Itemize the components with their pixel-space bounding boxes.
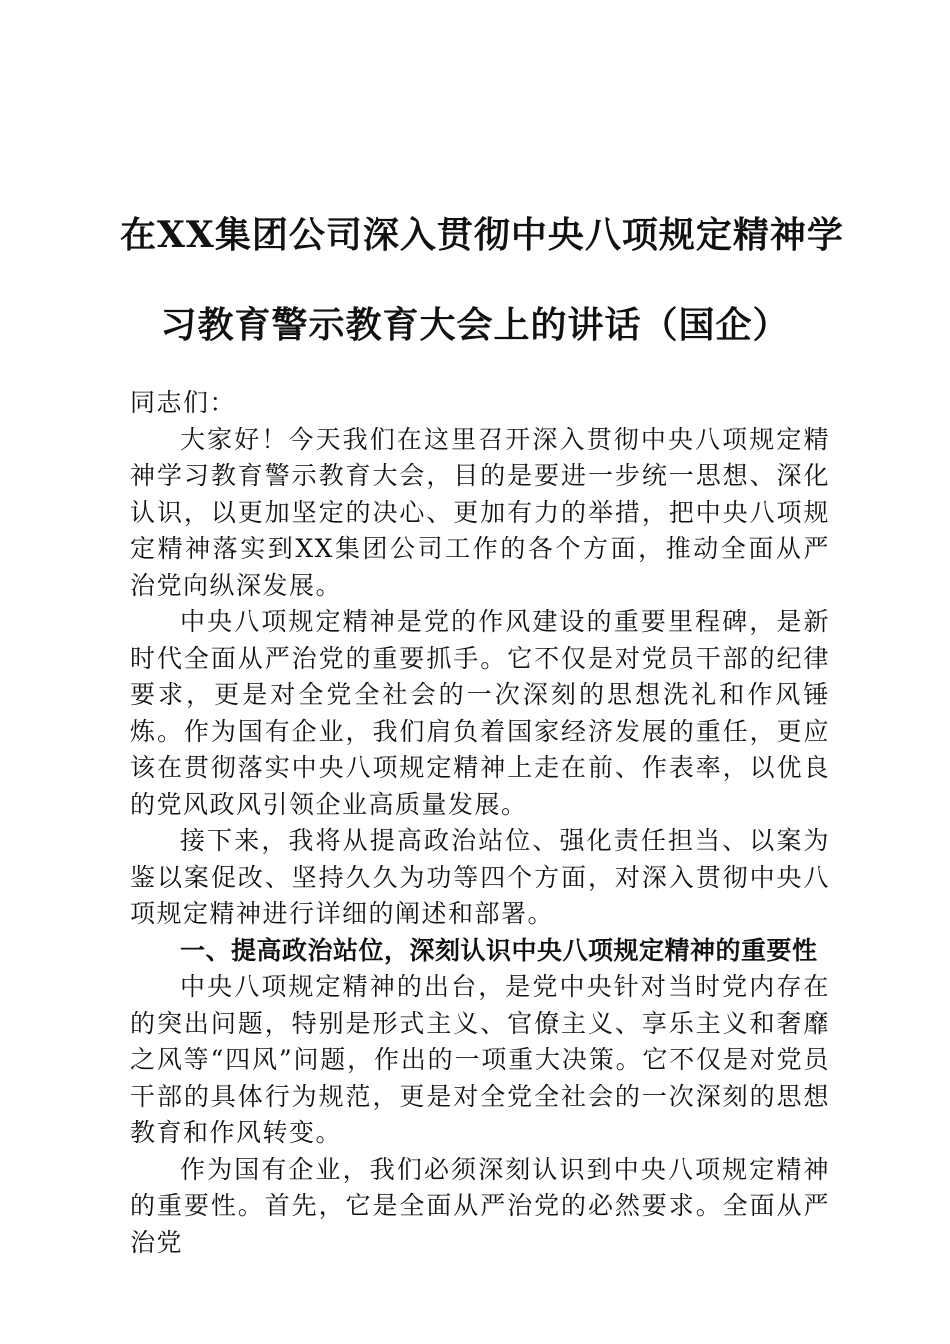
paragraph-intro-1: 大家好！今天我们在这里召开深入贯彻中央八项规定精神学习教育警示教育大会，目的是要进一步统一思想、深化认识，以更加坚定的决心、更加有力的举措，把中央八项规定精神落实到XX集团公司工作的各个方面，推动全面从严治党向纵深发展。 [130, 424, 830, 600]
salutation: 同志们： [130, 388, 237, 417]
section-1-paragraph-1: 中央八项规定精神的出台，是党中央针对当时党内存在的突出问题，特别是形式主义、官僚主义、享乐主义和奢靡之风等“四风”问题，作出的一项重大决策。它不仅是对党员干部的具体行为规范，更是对全党全社会的一次深刻的思想教育和作风转变。 [130, 972, 830, 1147]
paragraph-intro-3: 接下来，我将从提高政治站位、强化责任担当、以案为鉴以案促改、坚持久久为功等四个方面，对深入贯彻中央八项规定精神进行详细的阐述和部署。 [130, 826, 830, 928]
title-line-1: 在XX集团公司深入贯彻中央八项规定精神学 [120, 214, 844, 256]
section-1-heading: 一、提高政治站位，深刻认识中央八项规定精神的重要性 [180, 935, 818, 965]
document-title [120, 190, 844, 370]
document-body [130, 385, 830, 1261]
section-1-paragraph-2: 作为国有企业，我们必须深刻认识到中央八项规定精神的重要性。首先，它是全面从严治党的必然要求。全面从严治党 [130, 1154, 830, 1257]
paragraph-intro-2: 中央八项规定精神是党的作风建设的重要里程碑，是新时代全面从严治党的重要抓手。它不仅是对党员干部的纪律要求，更是对全党全社会的一次深刻的思想洗礼和作风锤炼。作为国有企业，我们肩负着国家经济发展的重任，更应该在贯彻落实中央八项规定精神上走在前、作表率，以优良的党风政风引领企业高质量发展。 [130, 607, 830, 819]
title-line-2: 习教育警示教育大会上的讲话（国企） [160, 304, 790, 346]
